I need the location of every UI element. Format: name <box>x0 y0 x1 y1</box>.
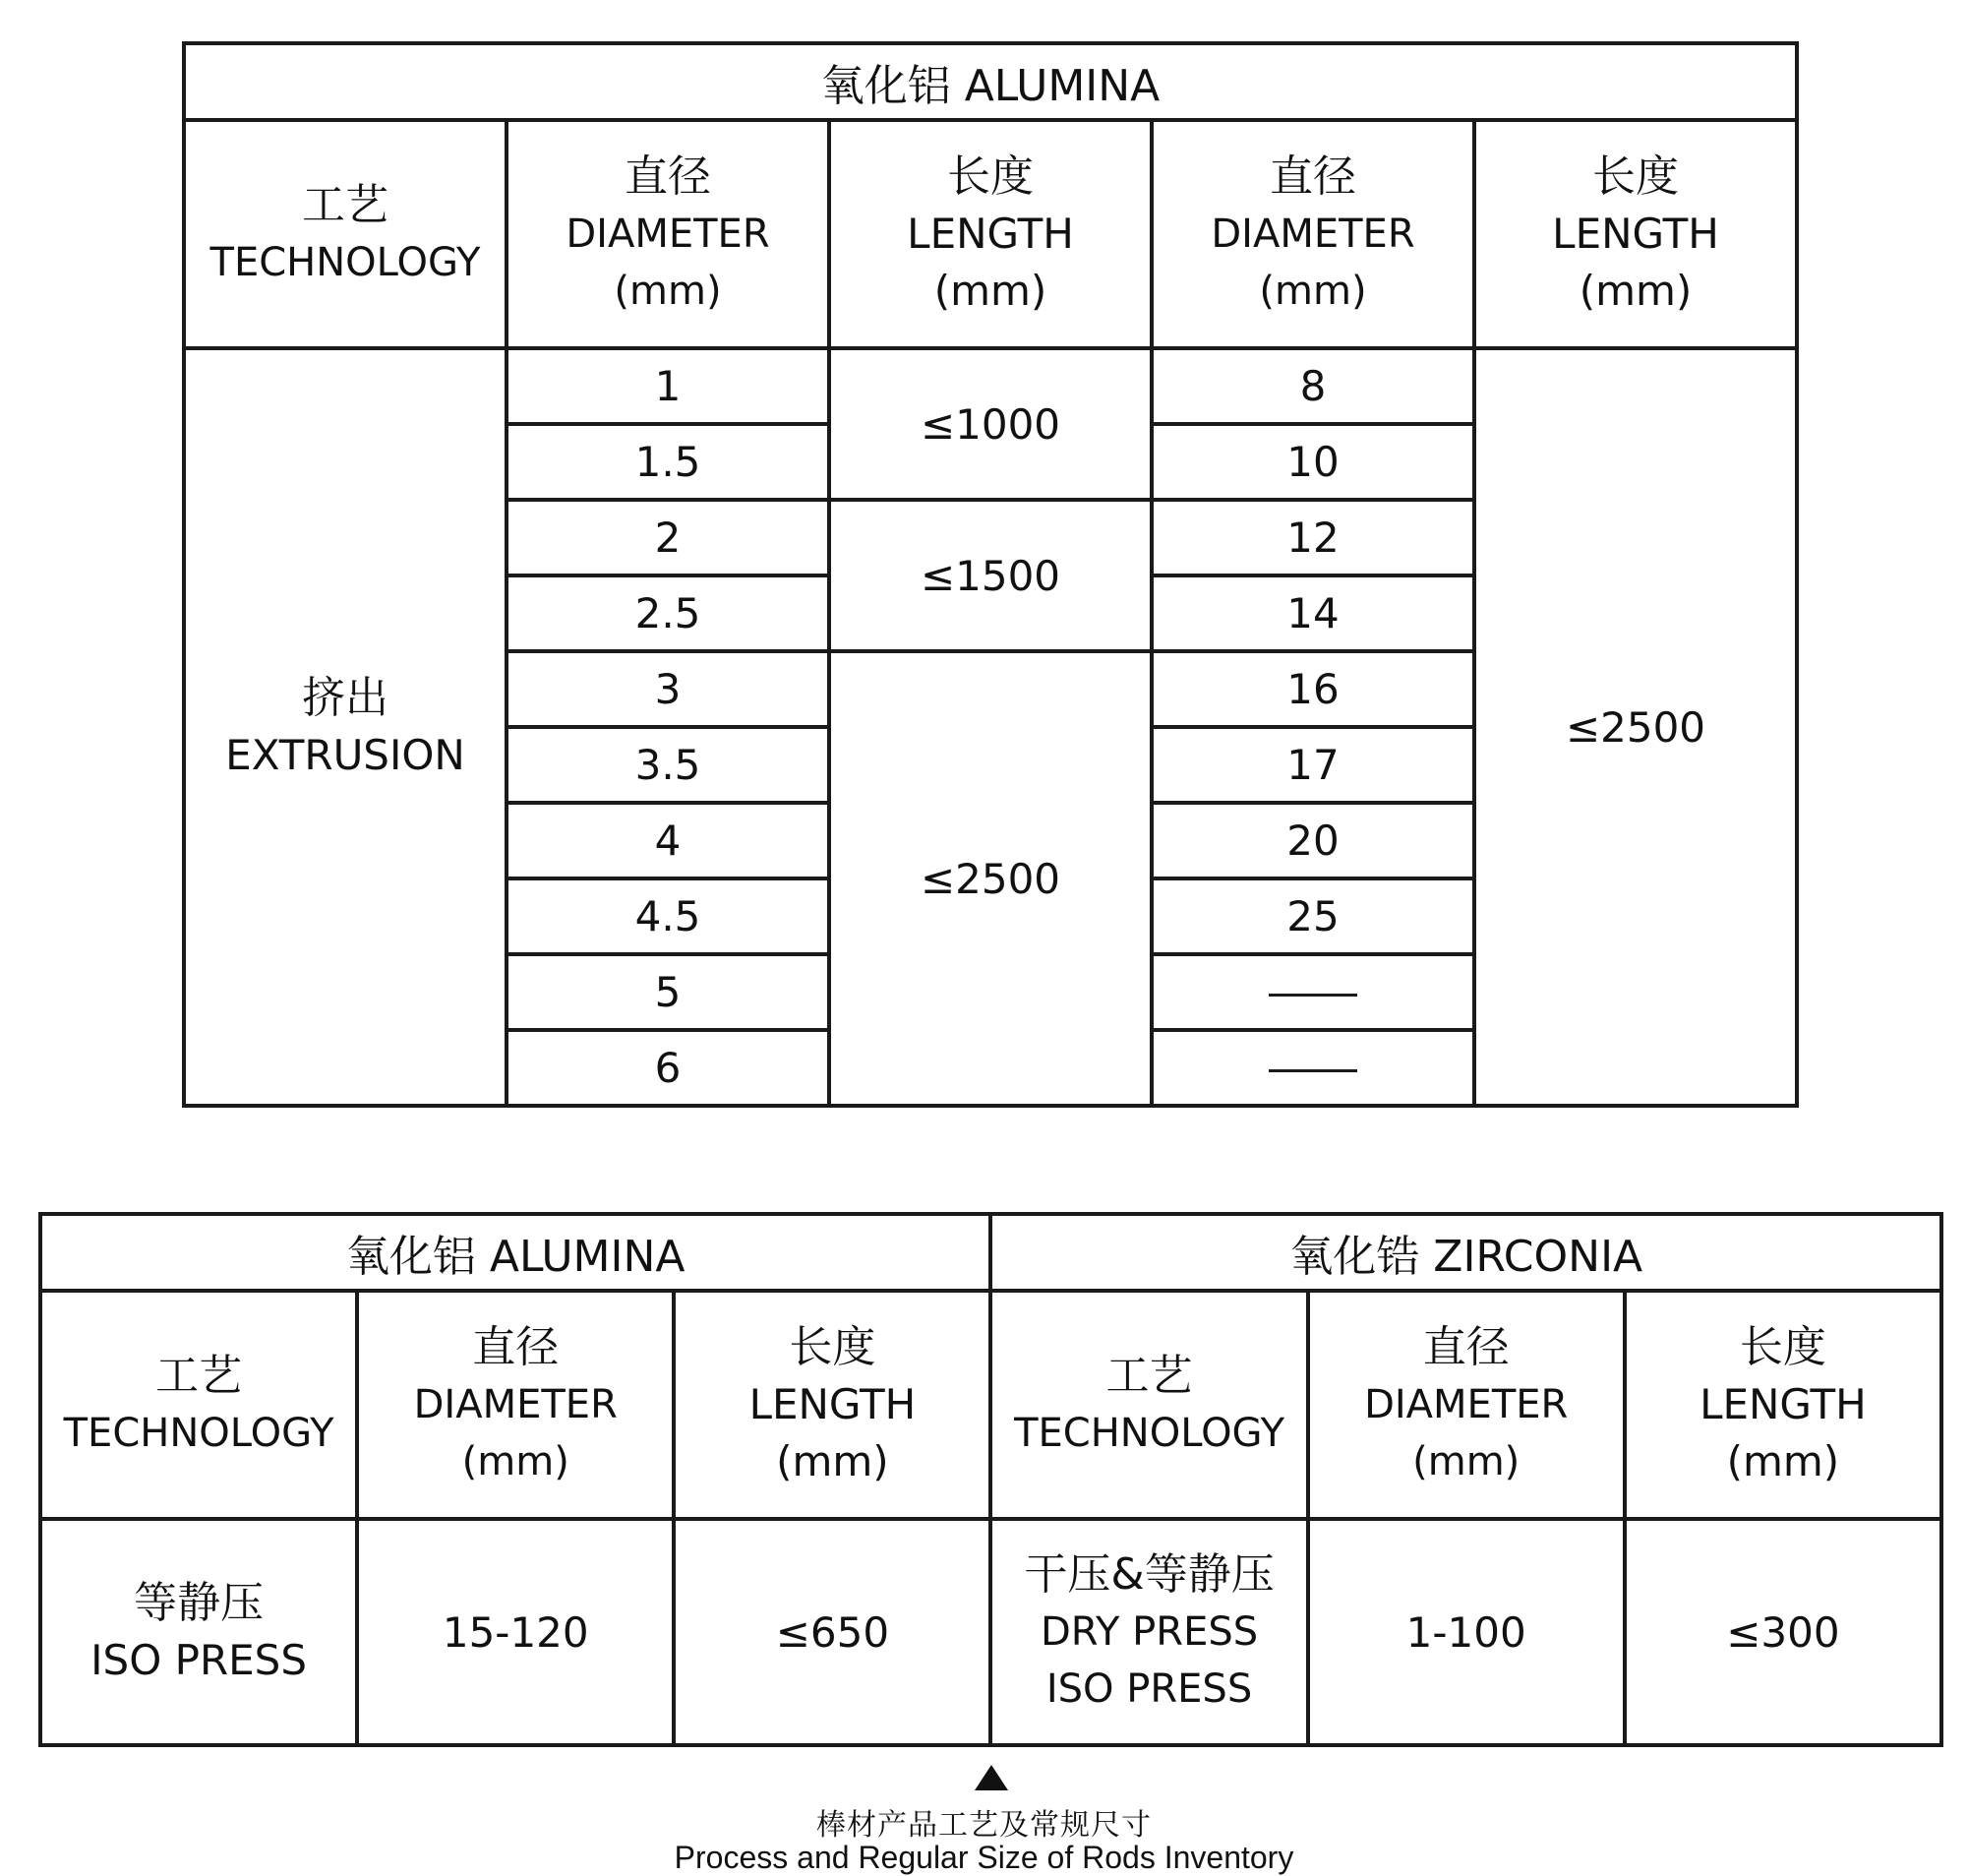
header-unit: (mm) <box>614 269 722 314</box>
diameter-left-cell: 4.5 <box>507 878 829 954</box>
header-unit: (mm) <box>1726 1437 1840 1485</box>
header-technology-en: TECHNOLOGY <box>209 240 481 285</box>
header-unit: (mm) <box>461 1439 569 1484</box>
alumina-technology <box>40 1519 357 1745</box>
technology-extrusion <box>184 348 507 1106</box>
length-left-cell: ≤1000 <box>829 348 1152 500</box>
header-length-right <box>1474 120 1797 348</box>
header-technology-en: TECHNOLOGY <box>1014 1411 1284 1456</box>
technology-extrusion-en: EXTRUSION <box>225 731 465 779</box>
header-diameter-en: DIAMETER <box>1364 1382 1569 1427</box>
header-diameter-cn: 直径 <box>625 151 711 202</box>
header-unit: (mm) <box>1579 267 1693 315</box>
header-length-en: LENGTH <box>748 1380 917 1428</box>
diameter-left-cell: 4 <box>507 803 829 878</box>
header-length-cn: 长度 <box>789 1322 876 1372</box>
diameter-right-cell: 10 <box>1152 424 1474 500</box>
alumina-diameter: 15-120 <box>357 1519 674 1745</box>
zirconia-technology-en-1: DRY PRESS <box>1040 1609 1259 1655</box>
header-length-cn: 长度 <box>1739 1322 1826 1372</box>
header-technology <box>40 1291 357 1519</box>
diameter-left-cell: 2 <box>507 500 829 575</box>
alumina-technology-en: ISO PRESS <box>90 1636 307 1684</box>
header-length <box>1625 1291 1941 1519</box>
diameter-left-cell: 1.5 <box>507 424 829 500</box>
header-technology-en: TECHNOLOGY <box>63 1411 334 1456</box>
zirconia-technology <box>990 1519 1307 1745</box>
table2-alumina-title: 氧化铝 ALUMINA <box>40 1214 990 1291</box>
alumina-extrusion-table <box>182 41 1799 1108</box>
header-unit: (mm) <box>933 267 1047 315</box>
header-technology-cn: 工艺 <box>1105 1351 1193 1401</box>
header-diameter-right <box>1152 120 1474 348</box>
header-length-left <box>829 120 1152 348</box>
header-diameter-left <box>507 120 829 348</box>
diameter-left-cell: 3 <box>507 651 829 727</box>
diameter-right-empty <box>1152 954 1474 1030</box>
triangle-up-icon <box>975 1765 1008 1790</box>
header-diameter-en: DIAMETER <box>1211 212 1415 257</box>
header-technology-cn: 工艺 <box>155 1351 243 1401</box>
diameter-right-cell: 12 <box>1152 500 1474 575</box>
header-length <box>674 1291 990 1519</box>
header-unit: (mm) <box>1412 1439 1521 1484</box>
iso-press-table <box>38 1212 1943 1747</box>
zirconia-technology-cn: 干压&等静压 <box>1024 1549 1275 1600</box>
diameter-left-cell: 5 <box>507 954 829 1030</box>
zirconia-technology-en-2: ISO PRESS <box>1045 1666 1253 1712</box>
header-diameter-cn: 直径 <box>1422 1322 1510 1372</box>
length-left-cell: ≤2500 <box>829 651 1152 1106</box>
diameter-right-empty <box>1152 1030 1474 1106</box>
diameter-right-cell: 16 <box>1152 651 1474 727</box>
header-unit: (mm) <box>776 1437 889 1485</box>
dash-placeholder <box>1269 994 1357 997</box>
zirconia-diameter: 1-100 <box>1308 1519 1625 1745</box>
diameter-right-cell: 25 <box>1152 878 1474 954</box>
length-right-cell: ≤2500 <box>1474 348 1797 1106</box>
length-left-cell: ≤1500 <box>829 500 1152 651</box>
table2-zirconia-title: 氧化锆 ZIRCONIA <box>990 1214 1941 1291</box>
caption-en: Process and Regular Size of Rods Inventory <box>674 1840 1294 1875</box>
header-length-en: LENGTH <box>1552 210 1719 258</box>
header-diameter-en: DIAMETER <box>566 212 770 257</box>
header-diameter <box>1308 1291 1625 1519</box>
header-length-cn: 长度 <box>1592 151 1679 202</box>
header-diameter-cn: 直径 <box>472 1322 560 1372</box>
diameter-right-cell: 20 <box>1152 803 1474 878</box>
header-length-cn: 长度 <box>947 151 1034 202</box>
header-unit: (mm) <box>1259 269 1367 314</box>
diameter-right-cell: 8 <box>1152 348 1474 424</box>
header-technology <box>990 1291 1307 1519</box>
alumina-length: ≤650 <box>674 1519 990 1745</box>
diameter-left-cell: 3.5 <box>507 727 829 803</box>
diameter-left-cell: 1 <box>507 348 829 424</box>
header-length-en: LENGTH <box>907 210 1074 258</box>
zirconia-length: ≤300 <box>1625 1519 1941 1745</box>
diameter-left-cell: 6 <box>507 1030 829 1106</box>
header-technology-cn: 工艺 <box>302 180 388 230</box>
header-diameter <box>357 1291 674 1519</box>
diameter-right-cell: 17 <box>1152 727 1474 803</box>
header-technology <box>184 120 507 348</box>
alumina-technology-cn: 等静压 <box>134 1578 265 1628</box>
caption-cn: 棒材产品工艺及常规尺寸 <box>816 1808 1152 1843</box>
diameter-right-cell: 14 <box>1152 575 1474 651</box>
header-diameter-cn: 直径 <box>1270 151 1356 202</box>
dash-placeholder <box>1269 1069 1357 1072</box>
technology-extrusion-cn: 挤出 <box>302 673 388 723</box>
table1-title: 氧化铝 ALUMINA <box>184 43 1797 120</box>
header-length-en: LENGTH <box>1700 1380 1867 1428</box>
header-diameter-en: DIAMETER <box>413 1382 618 1427</box>
diameter-left-cell: 2.5 <box>507 575 829 651</box>
